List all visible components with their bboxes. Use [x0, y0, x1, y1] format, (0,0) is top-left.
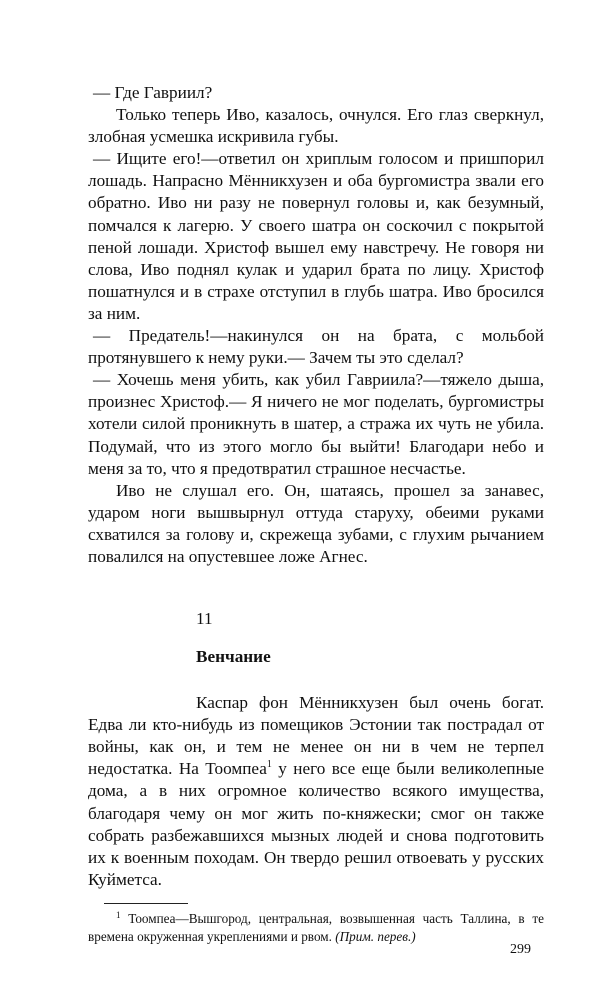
chapter-text-b: у него все еще были великолепные дома, а в них огромное количество всякого имущества, благодаря чему он мог жить по-княжески; смог он также собрать разбежавшихся мызных людей и снова подготовить их к военным походам. Он твердо решил отвоевать у русских Куйметса. [88, 759, 545, 889]
footnote [88, 910, 544, 946]
page-number: 299 [510, 942, 531, 957]
footnote-reference: 1 [266, 759, 272, 771]
paragraph: Иво не слушал его. Он, шатаясь, прошел за занавес, ударом ноги вышвырнул оттуда старуху, обеими руками схватился за голову и, скрежеща зубами, с глухим рычанием повалился на опустевшее ложе Агнес. [88, 480, 544, 566]
chapter-text-a: Каспар фон Мённикхузен был очень богат. Едва ли кто-нибудь из помещиков Эстонии так пострадал от войны, как он, и тем не менее он ни в чем не терпел недостатка. На Тоомпеа [88, 693, 544, 779]
paragraph: — Предатель!—накинулся он на брата, с мольбой протянувшего к нему руки.— Зачем ты это сделал? [88, 326, 544, 368]
footnote-text: Тоомпеа—Вышгород, центральная, возвышенная часть Таллина, в те времена окруженная укреплениями и рвом. [88, 910, 544, 944]
paragraph: — Хочешь меня убить, как убил Гавриила?—тяжело дыша, произнес Христоф.— Я ничего не мог поделать, бургомистры хотели силой проникнуть в шатер, а стража их чуть не убила. Подумай, что из этого могло бы выйти! Благодари небо и меня за то, что я предотвратил страшное несчастье. [88, 370, 544, 478]
footnote-translator-note: (Прим. перев.) [335, 928, 416, 944]
text-block [88, 82, 544, 568]
page-body [88, 82, 544, 946]
footnote-divider [104, 903, 188, 904]
chapter-first-paragraph [88, 692, 544, 891]
chapter-title: Венчание [196, 647, 271, 667]
paragraph: — Ищите его!—ответил он хриплым голосом и пришпорил лошадь. Напрасно Мённикхузен и оба бургомистра звали его обратно. Иво ни разу не повернул головы и, как безумный, помчался к лагерю. У своего шатра он соскочил с покрытой пеной лошади. Христоф вышел ему навстречу. Не говоря ни слова, Иво поднял кулак и ударил брата по лицу. Христоф пошатнулся и в страхе отступил в глубь шатра. Иво бросился за ним. [88, 149, 544, 323]
paragraph: Только теперь Иво, казалось, очнулся. Его глаз сверкнул, злобная усмешка искривила губы. [88, 105, 544, 147]
paragraph: — Где Гавриил? [93, 83, 213, 102]
chapter-number: 11 [196, 609, 213, 629]
footnote-marker: 1 [116, 909, 121, 920]
